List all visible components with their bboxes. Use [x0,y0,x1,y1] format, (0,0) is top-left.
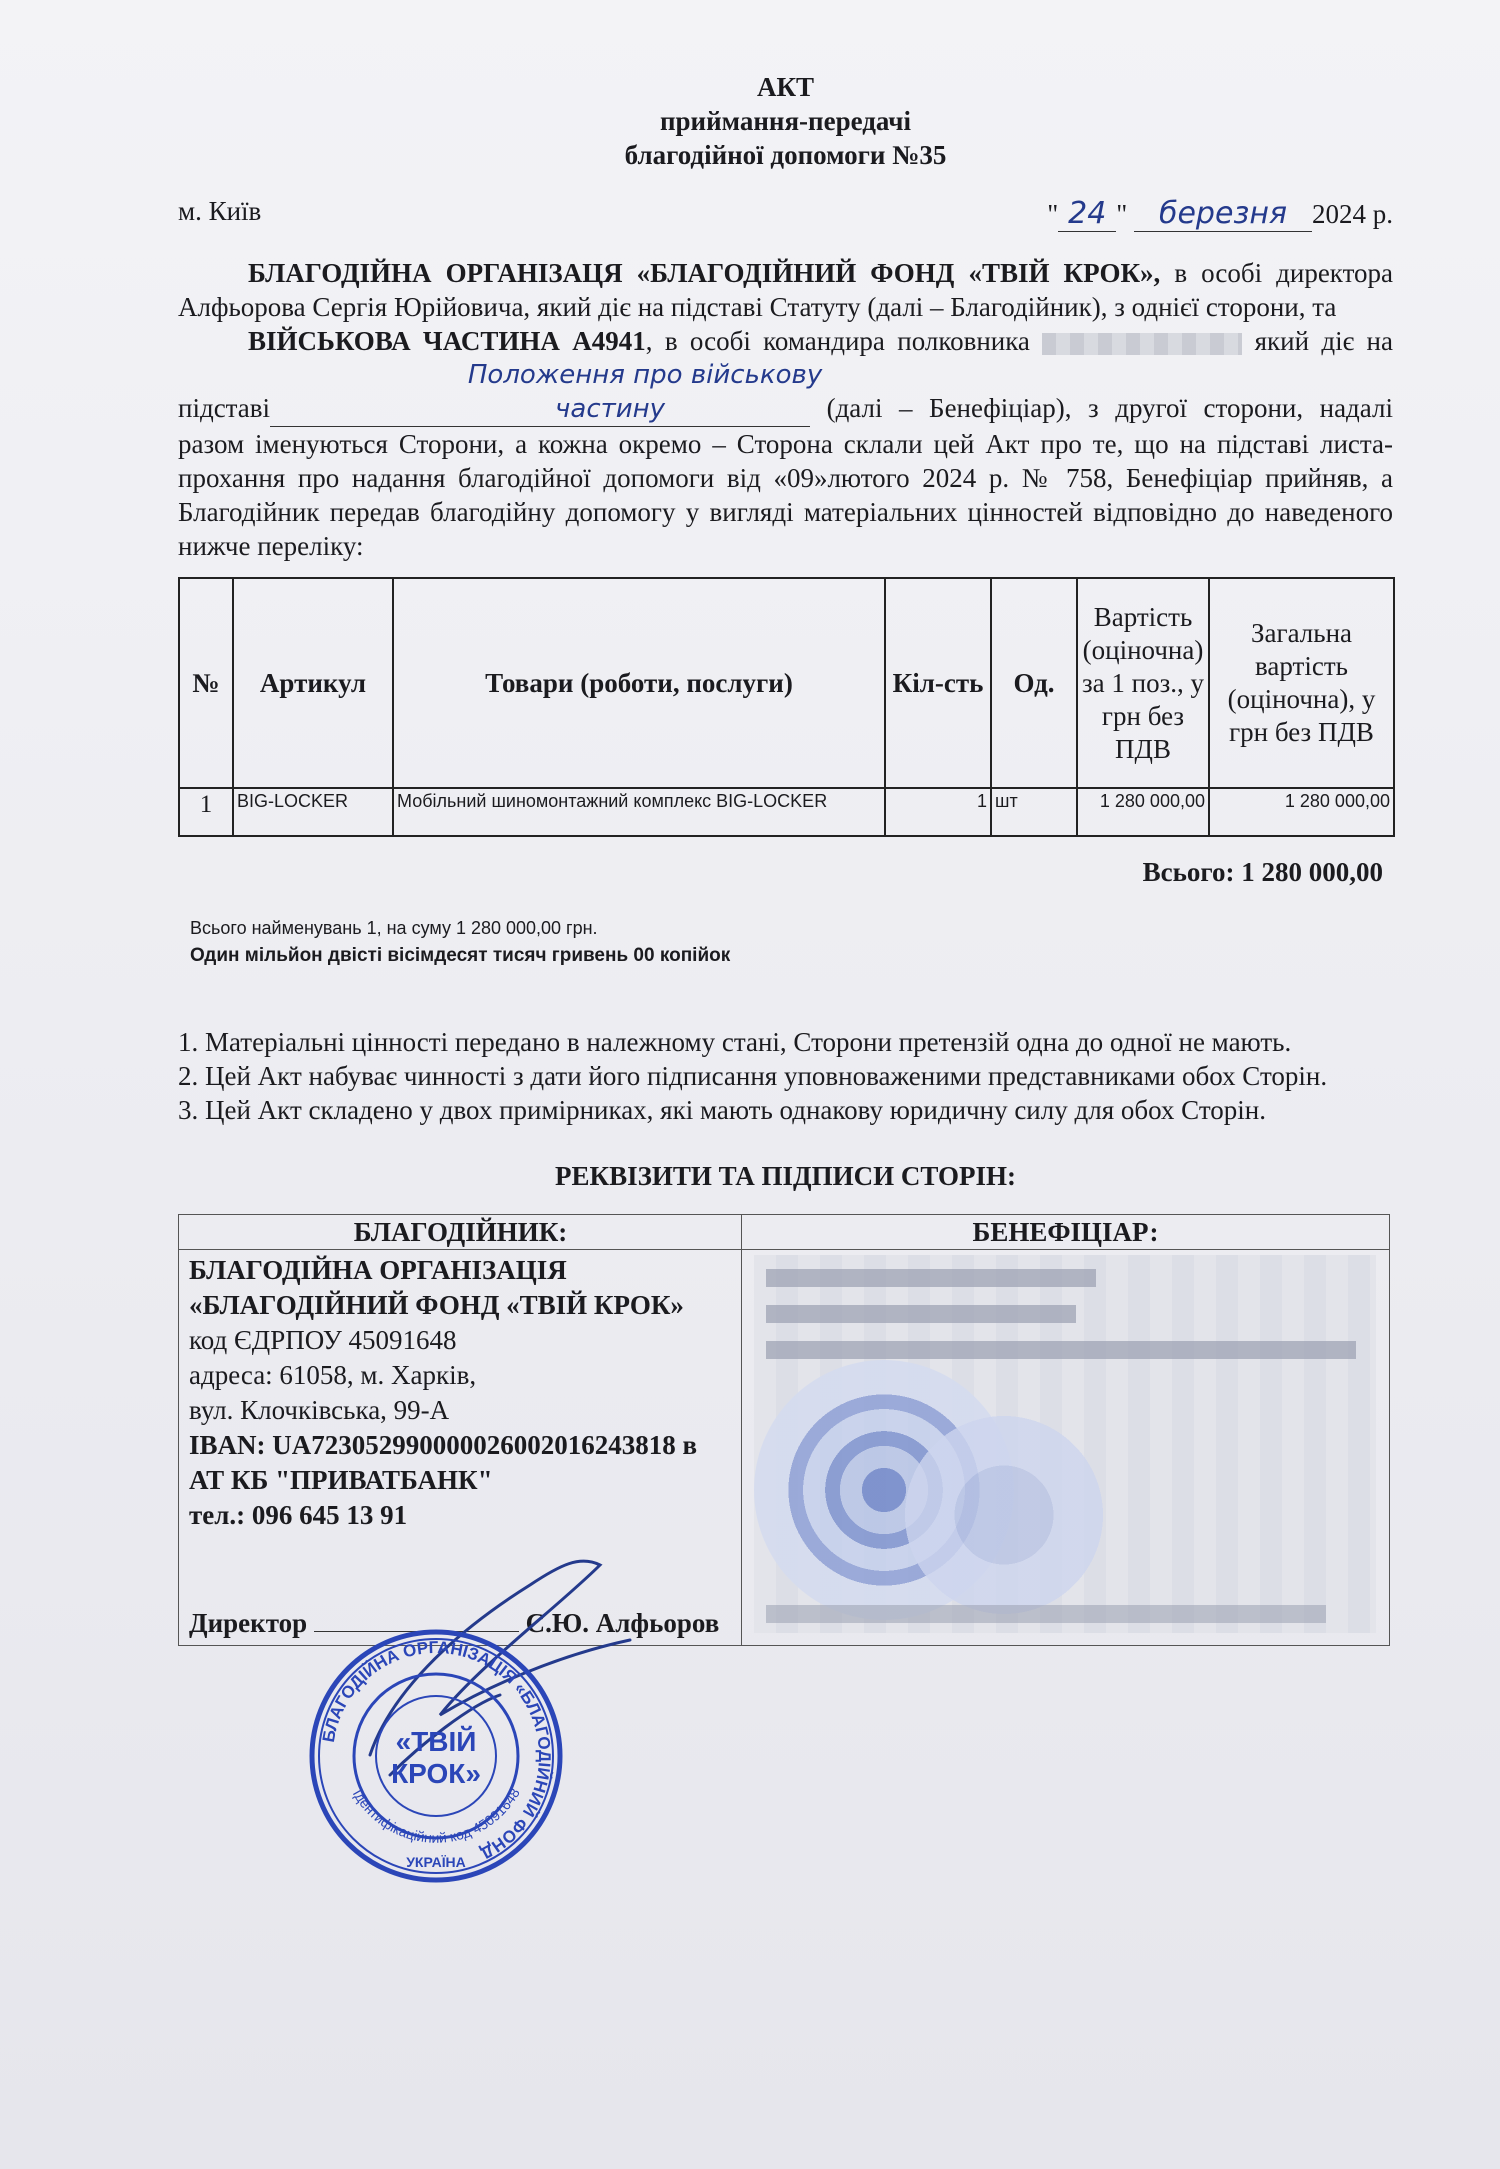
table-header-row [179,578,1394,788]
city-date-row [178,196,1393,242]
party2-text-after: який діє на підставі [178,326,1393,423]
row-total: 1 280 000,00 [1209,788,1394,836]
stamp-center-1: «ТВІЙ [395,1726,477,1757]
title-line-1: АКТ [756,72,815,102]
col-header-article: Артикул [233,578,393,788]
date-month: березня [1158,196,1288,231]
basis-field [270,358,823,427]
redacted-beneficiary-details [754,1255,1376,1633]
col-header-unit: Од. [991,578,1077,788]
donor-phone: тел.: 096 645 13 91 [189,1500,408,1530]
date-day-field [1058,196,1116,232]
basis-handwritten: Положення про військову частину [467,360,823,424]
col-header-goods: Товари (роботи, послуги) [393,578,885,788]
party1-name: БЛАГОДІЙНА ОРГАНІЗАЦЯ «БЛАГОДІЙНИЙ ФОНД «ТВІЙ КРОК», [248,258,1161,288]
donor-name-2: «БЛАГОДІЙНИЙ ФОНД «ТВІЙ КРОК» [189,1290,684,1320]
party1-text: в особі директора Алфьорова Сергія Юрійовича, який діє на підставі Статуту (далі – Благодійник), з однієї сторони, та [178,258,1393,322]
stamp-code: Ідентифікаційний код 45091648 [349,1785,523,1846]
donor-details [179,1250,742,1536]
donor-address-2: вул. Клочківська, 99-А [189,1395,450,1425]
city: м. Київ [178,196,262,226]
clause-2: 2. Цей Акт набуває чинності з дати його підписання уповноваженими представниками обох Сторін. [178,1061,1328,1091]
date-close-quote: " [1116,199,1128,229]
row-num: 1 [179,788,233,836]
date-year: 2024 р. [1312,199,1393,229]
donor-name-1: БЛАГОДІЙНА ОРГАНІЗАЦІЯ [189,1255,567,1285]
director-name: С.Ю. Алфьоров [525,1608,720,1638]
date-month-field [1134,196,1312,232]
col-header-price: Вартість (оціночна) за 1 поз., у грн без ПДВ [1077,578,1209,788]
donor-address-1: адреса: 61058, м. Харків, [189,1360,477,1390]
donor-bank: АТ КБ "ПРИВАТБАНК" [189,1465,493,1495]
party2-name: ВІЙСЬКОВА ЧАСТИНА А4941 [248,326,646,356]
donor-edrpou: код ЄДРПОУ 45091648 [189,1325,457,1355]
grand-total: Всього: 1 280 000,00 [1142,857,1383,887]
stamp-center-2: КРОК» [391,1758,481,1789]
clauses-list [178,1025,1393,1127]
row-goods: Мобільний шиномонтажний комплекс BIG-LOCKER [393,788,885,836]
party1-paragraph [178,256,1393,324]
party2-text-rest: (далі – Бенефіціар), з другої сторони, надалі разом іменуються Сторони, а кожна окремо – Сторона склали цей Акт про те, що на підставі листа-прохання про надання благодійної допомоги від «09»лютого 2024 р. № 758, Бенефіціар прийняв, а Благодійник передав благодійну допомогу у вигляді матеріальних цінностей відповідно до наведеного нижче переліку: [178,393,1393,561]
col-header-num: № [179,578,233,788]
beneficiary-column [741,1214,1390,1646]
clause-1: 1. Матеріальні цінності передано в належному стані, Сторони претензій одна до одної не мають. [178,1027,1292,1057]
col-header-total: Загальна вартість (оціночна), у грн без ПДВ [1209,578,1394,788]
donor-iban: IBAN: UA723052990000026002016243818 в [189,1430,698,1460]
summary-words: Один мільйон двісті вісімдесят тисяч гривень 00 копійок [190,945,731,966]
title-line-2: приймання-передачі [659,106,912,136]
date-day: 24 [1068,196,1107,231]
beneficiary-header: БЕНЕФІЦІАР: [742,1215,1389,1250]
date-open-quote: " [1047,199,1059,229]
row-qty: 1 [885,788,991,836]
row-article: BIG-LOCKER [233,788,393,836]
redacted-commander-name [1042,333,1242,355]
stamp-outer-text: БЛАГОДІЙНА ОРГАНІЗАЦІЯ «БЛАГОДІЙНИЙ ФОНД [318,1637,555,1863]
summary-count: Всього найменувань 1, на суму 1 280 000,00 грн. [190,918,598,938]
director-label: Директор [189,1608,308,1638]
goods-table [178,577,1395,837]
donor-header: БЛАГОДІЙНИК: [179,1215,742,1250]
table-row [179,788,1394,836]
clause-3: 3. Цей Акт складено у двох примірниках, які мають однакову юридичну силу для обох Сторін. [178,1095,1266,1125]
party2-text-before: , в особі командира полковника [645,326,1030,356]
title-line-3: благодійної допомоги №35 [624,140,947,170]
row-unit: шт [991,788,1077,836]
row-price: 1 280 000,00 [1077,788,1209,836]
act-page [178,70,1393,1659]
col-header-qty: Кіл-сть [885,578,991,788]
document-date [1047,196,1393,232]
document-title [178,70,1393,172]
requisites-title: РЕКВІЗИТИ ТА ПІДПИСИ СТОРІН: [554,1161,1016,1191]
party2-paragraph [178,324,1393,563]
organization-stamp [305,1625,567,1887]
stamp-country: УКРАЇНА [406,1854,466,1870]
